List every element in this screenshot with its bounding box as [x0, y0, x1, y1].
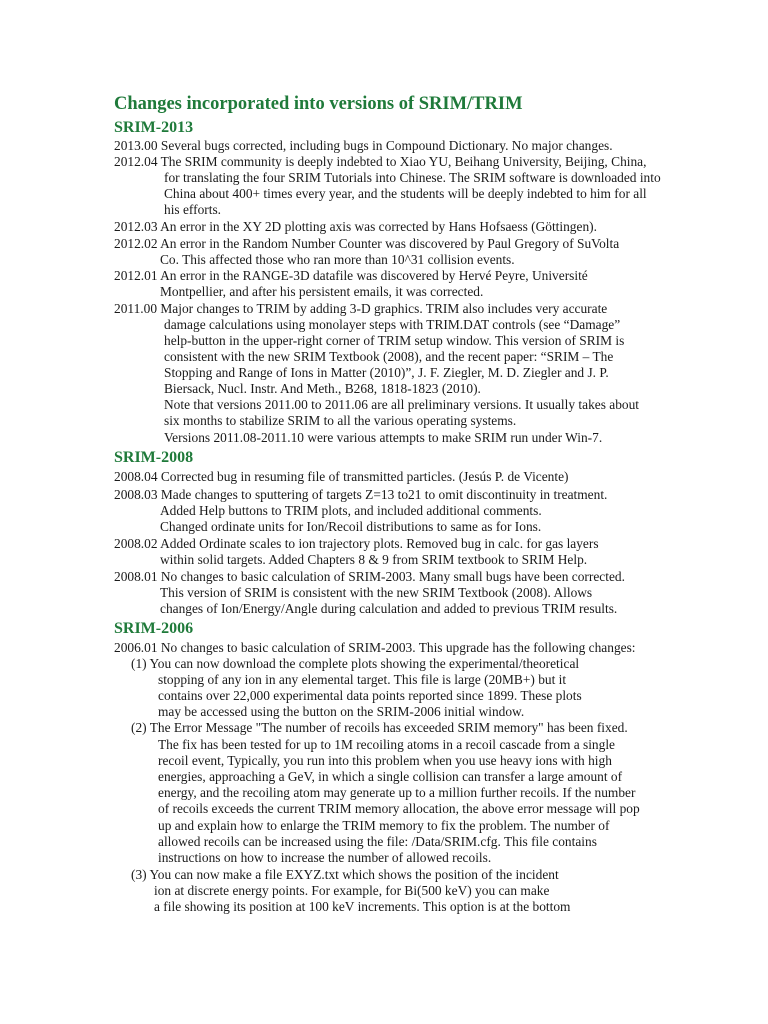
- changelog-continuation: up and explain how to enlarge the TRIM memory to fix the problem. The number of: [158, 818, 610, 833]
- changelog-continuation: changes of Ion/Energy/Angle during calculation and added to previous TRIM results.: [160, 601, 618, 616]
- changelog-entry-2008-01: 2008.01 No changes to basic calculation of SRIM-2003. Many small bugs have been corrected.: [114, 569, 625, 584]
- changelog-continuation: stopping of any ion in any elemental target. This file is large (20MB+) but it: [158, 672, 567, 687]
- changelog-entry-2013-00: 2013.00 Several bugs corrected, including bugs in Compound Dictionary. No major changes.: [114, 138, 613, 153]
- changelog-continuation: Stopping and Range of Ions in Matter (2010)”, J. F. Ziegler, M. D. Ziegler and J. P.: [164, 365, 609, 380]
- changelog-entry-2008-03: 2008.03 Made changes to sputtering of targets Z=13 to21 to omit discontinuity in treatment.: [114, 487, 608, 502]
- changelog-continuation: instructions on how to increase the number of allowed recoils.: [158, 850, 492, 865]
- changelog-entry-2006-01: 2006.01 No changes to basic calculation of SRIM-2003. This upgrade has the following changes:: [114, 640, 636, 655]
- changelog-entry-2011-00: 2011.00 Major changes to TRIM by adding 3-D graphics. TRIM also includes very accurate: [114, 301, 608, 316]
- changelog-continuation: The fix has been tested for up to 1M recoiling atoms in a recoil cascade from a single: [158, 737, 615, 752]
- changelog-entry-2008-04: 2008.04 Corrected bug in resuming file of transmitted particles. (Jesús P. de Vicente): [114, 469, 569, 484]
- changelog-continuation: allowed recoils can be increased using the file: /Data/SRIM.cfg. This file contains: [158, 834, 597, 849]
- changelog-continuation: This version of SRIM is consistent with the new SRIM Textbook (2008). Allows: [160, 585, 593, 600]
- changelog-continuation: may be accessed using the button on the SRIM-2006 initial window.: [158, 704, 525, 719]
- changelog-continuation: help-button in the upper-right corner of TRIM setup window. This version of SRIM is: [164, 333, 625, 348]
- changelog-continuation: recoil event, Typically, you run into this problem when you use heavy ions with high: [158, 753, 612, 768]
- changelog-continuation: Co. This affected those who ran more than 10^31 collision events.: [160, 252, 515, 267]
- changelog-entry-2012-02: 2012.02 An error in the Random Number Counter was discovered by Paul Gregory of SuVolta: [114, 236, 620, 251]
- changelog-continuation: ion at discrete energy points. For example, for Bi(500 keV) you can make: [154, 883, 550, 898]
- document-title: Changes incorporated into versions of SRIM/TRIM: [114, 94, 523, 114]
- section-heading-srim-2013: SRIM-2013: [114, 119, 194, 136]
- changelog-continuation: Added Help buttons to TRIM plots, and included additional comments.: [160, 503, 542, 518]
- changelog-continuation: contains over 22,000 experimental data points reported since 1899. These plots: [158, 688, 582, 703]
- changelog-list-item-1: (1) You can now download the complete plots showing the experimental/theoretical: [131, 656, 580, 671]
- changelog-continuation: Versions 2011.08-2011.10 were various attempts to make SRIM run under Win-7.: [164, 430, 603, 445]
- changelog-entry-2012-01: 2012.01 An error in the RANGE-3D datafile was discovered by Hervé Peyre, Université: [114, 268, 588, 283]
- changelog-continuation: China about 400+ times every year, and the students will be deeply indebted to him for all: [164, 186, 647, 201]
- changelog-list-item-2: (2) The Error Message "The number of recoils has exceeded SRIM memory" has been fixed.: [131, 720, 628, 735]
- changelog-continuation: within solid targets. Added Chapters 8 & 9 from SRIM textbook to SRIM Help.: [160, 552, 588, 567]
- changelog-continuation: consistent with the new SRIM Textbook (2008), and the recent paper: “SRIM – The: [164, 349, 614, 364]
- changelog-continuation: damage calculations using monolayer steps with TRIM.DAT controls (see “Damage”: [164, 317, 621, 332]
- changelog-entry-2012-03: 2012.03 An error in the XY 2D plotting axis was corrected by Hans Hofsaess (Göttingen).: [114, 219, 597, 234]
- changelog-entry-2012-04: 2012.04 The SRIM community is deeply indebted to Xiao YU, Beihang University, Beijing, China,: [114, 154, 647, 169]
- changelog-continuation: of recoils exceeds the current TRIM memory allocation, the above error message will pop: [158, 801, 640, 816]
- changelog-continuation: Changed ordinate units for Ion/Recoil distributions to same as for Ions.: [160, 519, 542, 534]
- changelog-continuation: a file showing its position at 100 keV increments. This option is at the bottom: [154, 899, 571, 914]
- section-heading-srim-2008: SRIM-2008: [114, 449, 194, 466]
- changelog-continuation: Biersack, Nucl. Instr. And Meth., B268, 1818-1823 (2010).: [164, 381, 481, 396]
- changelog-continuation: energy, and the recoiling atom may generate up to a million further recoils. If the number: [158, 785, 636, 800]
- section-heading-srim-2006: SRIM-2006: [114, 620, 194, 637]
- changelog-continuation: for translating the four SRIM Tutorials into Chinese. The SRIM software is downloaded into: [164, 170, 661, 185]
- changelog-list-item-3: (3) You can now make a file EXYZ.txt which shows the position of the incident: [131, 867, 559, 882]
- changelog-continuation: energies, approaching a GeV, in which a single collision can transfer a large amount of: [158, 769, 623, 784]
- changelog-continuation: Note that versions 2011.00 to 2011.06 are all preliminary versions. It usually takes about: [164, 397, 640, 412]
- changelog-continuation: his efforts.: [164, 202, 222, 217]
- changelog-continuation: Montpellier, and after his persistent emails, it was corrected.: [160, 284, 484, 299]
- changelog-entry-2008-02: 2008.02 Added Ordinate scales to ion trajectory plots. Removed bug in calc. for gas layers: [114, 536, 599, 551]
- changelog-continuation: six months to stabilize SRIM to all the various operating systems.: [164, 413, 517, 428]
